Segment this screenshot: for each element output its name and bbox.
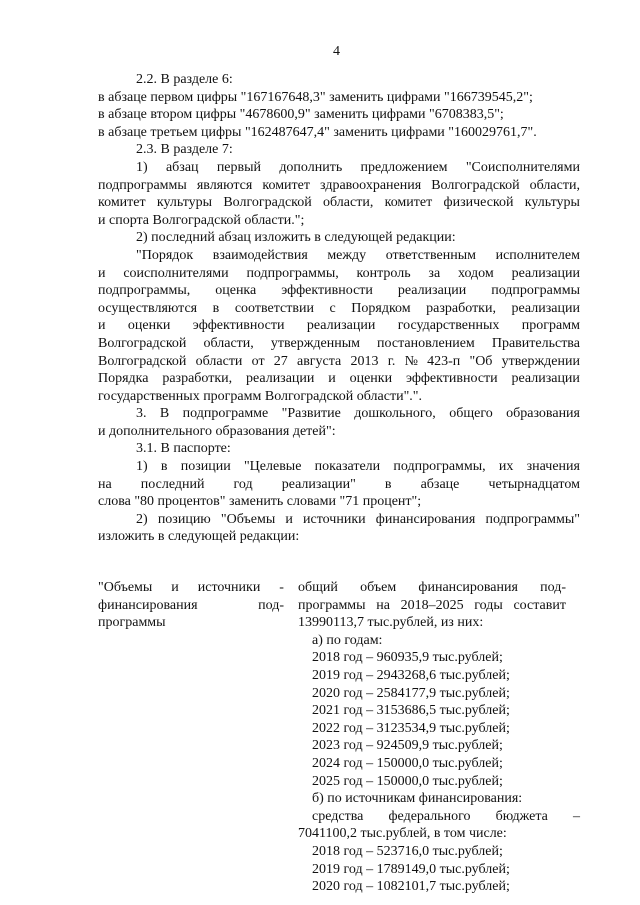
year-amount: 2019 год – 1789149,0 тыс.рублей; [312, 861, 510, 877]
year-amount: 2020 год – 2584177,9 тыс.рублей; [312, 685, 510, 701]
paragraph-line: 2) позицию "Объемы и источники финансирования подпрограммы" [136, 511, 580, 527]
table-value-line: 13990113,7 тыс.рублей, из них: [298, 615, 484, 631]
paragraph-line: Волгоградской области, утвержденным постановлением Правительства [98, 335, 580, 351]
table-label-line: программы [98, 615, 166, 631]
paragraph-line: и спорта Волгоградской области."; [98, 212, 305, 228]
year-amount: 2025 год – 150000,0 тыс.рублей; [312, 773, 503, 789]
paragraph-line: 2.2. В разделе 6: [136, 72, 233, 87]
table-label-line: финансирования под- [98, 597, 284, 613]
paragraph-line: в абзаце первом цифры "167167648,3" заменить цифрами "166739545,2"; [98, 89, 533, 105]
paragraph-line: "Порядок взаимодействия между ответственным исполнителем [136, 247, 580, 263]
paragraph-line: изложить в следующей редакции: [98, 529, 300, 545]
table-right-cell [284, 579, 580, 896]
paragraph-line: 1) в позиции "Целевые показатели подпрограммы, их значения [136, 459, 580, 475]
funding-table [98, 579, 580, 896]
table-label-line: "Объемы и источники - [98, 580, 284, 596]
paragraph-line: и дополнительного образования детей": [98, 423, 336, 439]
table-value-line: программы на 2018–2025 годы составит [298, 597, 566, 613]
paragraph-line: государственных программ Волгоградской области".". [98, 388, 422, 404]
paragraph-line: 3.1. В паспорте: [136, 441, 231, 457]
table-value-line: общий объем финансирования под- [298, 580, 566, 596]
paragraph-line: Волгоградской области от 27 августа 2013 г. № 423-п "Об утверждении [98, 353, 580, 369]
document-body [98, 71, 580, 896]
table-left-cell [98, 579, 284, 896]
paragraph-line: Порядка разработки, реализации и оценки эффективности реализации [98, 371, 580, 387]
paragraph-line: в абзаце третьем цифры "162487647,4" заменить цифрами "160029761,7". [98, 124, 537, 140]
paragraph-line: в абзаце втором цифры "4678600,9" заменить цифрами "6708383,5"; [98, 107, 504, 123]
page-number: 4 [333, 44, 340, 59]
paragraph-line: комитет культуры Волгоградской области, комитет физической культуры [98, 195, 580, 211]
year-amount: 2018 год – 523716,0 тыс.рублей; [312, 843, 503, 859]
year-amount: 2020 год – 1082101,7 тыс.рублей; [312, 879, 510, 895]
paragraph-line: и соисполнителями подпрограммы, контроль за ходом реализации [98, 265, 580, 281]
year-amount: 2022 год – 3123534,9 тыс.рублей; [312, 720, 510, 736]
paragraph-line: 3. В подпрограмме "Развитие дошкольного, общего образования [136, 406, 580, 422]
year-amount: 2019 год – 2943268,6 тыс.рублей; [312, 668, 510, 683]
year-amount: 2024 год – 150000,0 тыс.рублей; [312, 755, 503, 771]
table-value-line: а) по годам: [312, 632, 383, 648]
paragraph-line: 2) последний абзац изложить в следующей редакции: [136, 230, 456, 246]
paragraph-line: на последний год реализации" в абзаце четырнадцатом [98, 476, 580, 492]
paragraph-line: слова "80 процентов" заменить словами "71 процент"; [98, 494, 422, 510]
paragraph-line: подпрограммы являются комитет здравоохранения Волгоградской области, [98, 177, 580, 193]
table-value-line: б) по источникам финансирования: [312, 791, 523, 807]
paragraph-line: и оценки эффективности реализации государственных программ [98, 318, 580, 334]
paragraph-line: 2.3. В разделе 7: [136, 142, 233, 158]
year-amount: 2021 год – 3153686,5 тыс.рублей; [312, 703, 510, 719]
year-amount: 2018 год – 960935,9 тыс.рублей; [312, 650, 503, 666]
table-value-line: средства федерального бюджета – [312, 808, 580, 824]
table-spacer [98, 546, 580, 579]
year-amount: 2023 год – 924509,9 тыс.рублей; [312, 738, 503, 754]
table-value-line: 7041100,2 тыс.рублей, в том числе: [298, 826, 507, 842]
paragraph-line: 1) абзац первый дополнить предложением "Соисполнителями [136, 159, 580, 175]
paragraph-line: подпрограммы, оценка эффективности реализации подпрограммы [98, 283, 580, 299]
paragraph-line: осуществляются в соответствии с Порядком разработки, реализации [98, 300, 580, 316]
